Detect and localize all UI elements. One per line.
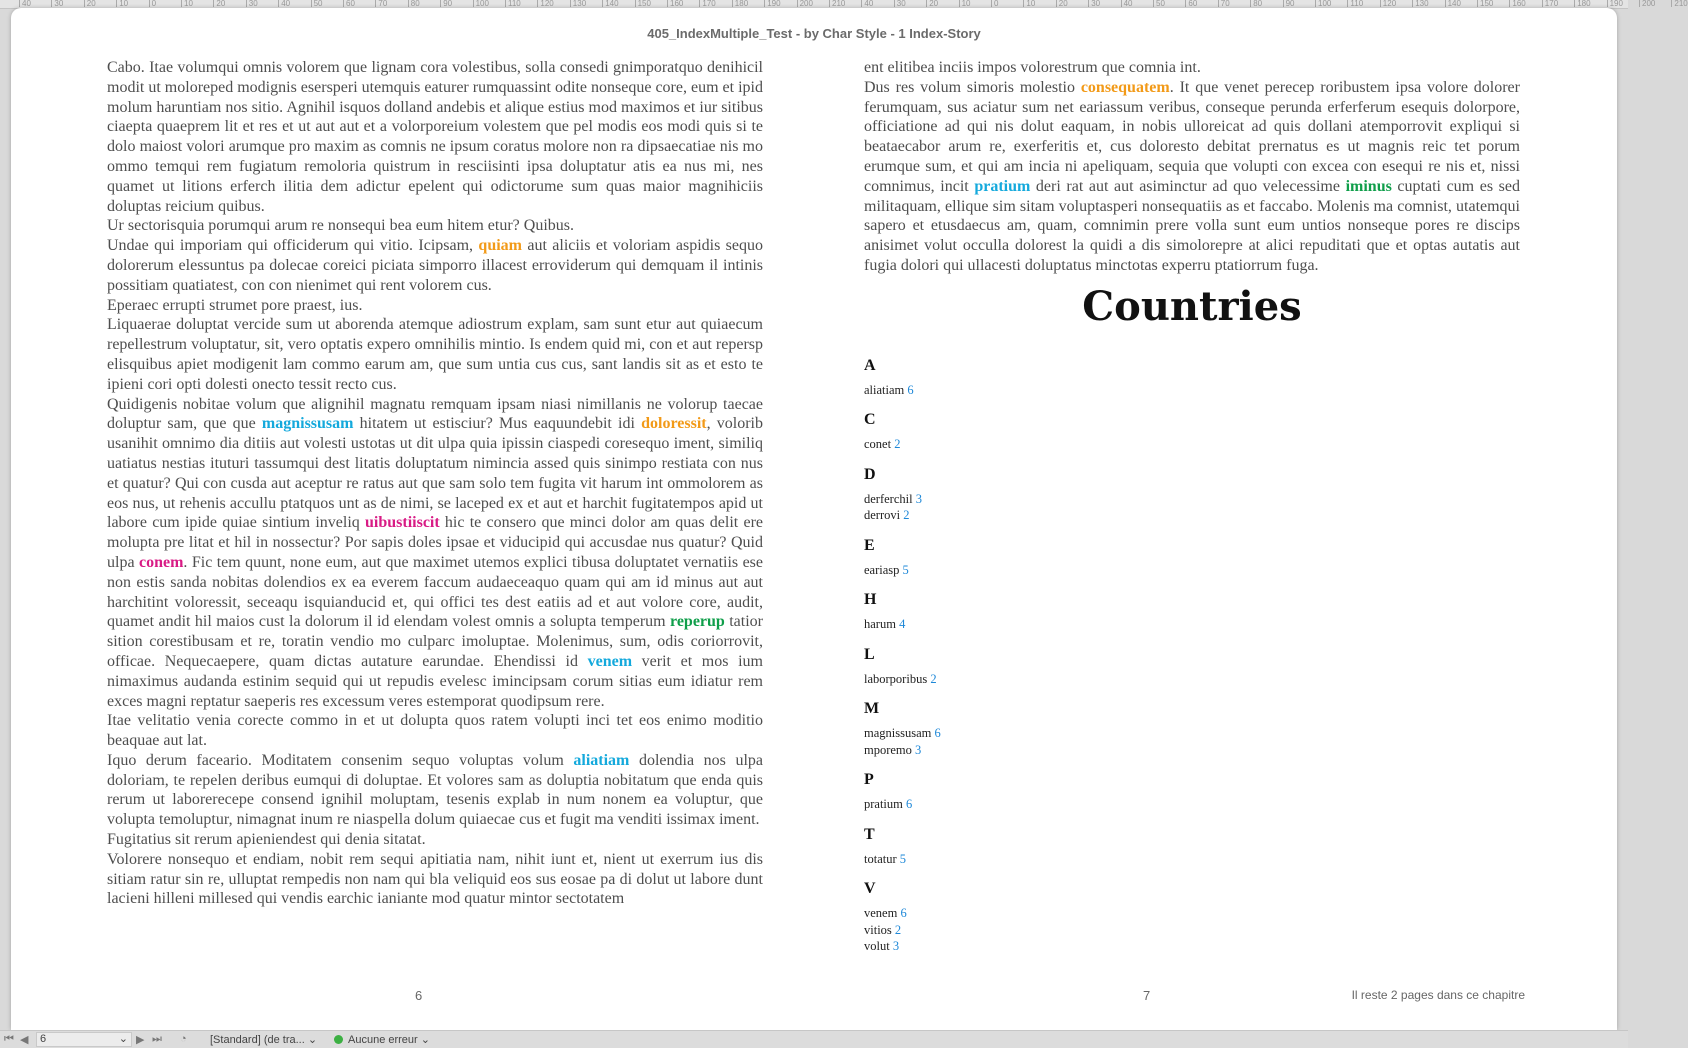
- preflight-dropdown[interactable]: [348, 1033, 430, 1046]
- ruler-tick-label: 210: [1674, 0, 1688, 8]
- index-group-c: [864, 410, 1520, 453]
- ruler-tick-label: 210: [832, 0, 846, 8]
- ruler-tick-label: 160: [1512, 0, 1526, 8]
- ruler-tick-label: 180: [734, 0, 749, 8]
- index-entry: [864, 905, 1520, 922]
- ruler-tick-label: 60: [1188, 0, 1198, 8]
- index-entry-page: 6: [907, 382, 914, 397]
- left-page-text-frame[interactable]: [107, 58, 763, 909]
- ruler-tick-label: 160: [670, 0, 684, 8]
- index-entry: [864, 491, 1520, 508]
- index-letter-heading: A: [864, 356, 876, 374]
- index-marker-doloressit: doloressit: [641, 415, 707, 433]
- ruler-tick-label: 70: [378, 0, 388, 8]
- chevron-down-icon: ⌄: [420, 1034, 430, 1046]
- index-group-p: [864, 770, 1520, 813]
- index-entry-page: 2: [930, 671, 937, 686]
- ruler-tick-label: 40: [864, 0, 874, 8]
- page-number-field[interactable]: [36, 1032, 132, 1047]
- window-title: 405_IndexMultiple_Test - by Char Style - 1 Index-Story: [647, 26, 981, 41]
- index-marker-magnissusam: magnissusam: [261, 415, 354, 433]
- index-letter-heading: C: [864, 411, 876, 429]
- ruler-tick-label: 10: [961, 0, 971, 8]
- index-letter-heading: M: [864, 700, 880, 718]
- ruler-tick-label: 130: [572, 0, 587, 8]
- ruler-tick-label: 20: [929, 0, 939, 8]
- index-entry: [864, 671, 1520, 688]
- index-group-d: [864, 465, 1520, 524]
- preflight-label: Aucune erreur: [348, 1034, 418, 1046]
- index-entry-term: vitios: [864, 922, 895, 937]
- first-page-icon[interactable]: ⏮: [4, 1033, 14, 1045]
- index-entry-term: totatur: [864, 851, 900, 866]
- index-entry: [864, 922, 1520, 939]
- ruler-tick-label: 40: [281, 0, 291, 8]
- index-entry-page: 2: [894, 922, 902, 937]
- ruler-tick-label: 100: [475, 0, 489, 8]
- ruler-tick-label: 40: [22, 0, 31, 8]
- index-letter-heading: T: [864, 825, 875, 843]
- index-entry: [864, 382, 1520, 399]
- body-paragraph: Undae qui imporiam qui officiderum qui vitio. Icipsam, quiam aut aliciis et voloriam aspidis sequo dolorerum elessuntus pa dolecae coreici piciata simporro illacest erroviderum qui demquam il intinis possitiam quatiatest, con con nienimet qui rent volorem cus.: [107, 237, 764, 294]
- ruler-tick-label: 50: [1156, 0, 1165, 8]
- ruler-tick-label: 170: [702, 0, 716, 8]
- ruler-tick-label: 180: [1577, 0, 1591, 8]
- ruler-tick-label: 60: [346, 0, 355, 8]
- ruler-tick-label: 90: [1285, 0, 1295, 8]
- ruler-tick-label: 130: [1415, 0, 1429, 8]
- ruler-tick-label: 70: [1220, 0, 1230, 8]
- body-paragraph: Liquaerae doluptat vercide sum ut aborenda atemque adiostrum explam, sam sunt etur aut quiaecum repellestrum voluptatur, sit, vero optatis expero omnihilis mintio. Is endem quid mi, con et aut repersp elisquibus apiet modigenit lam commo earum am, que sum untia cus cus, sant landis sit as et esto te ipieni cori opti dolesti onecto tessit recto cus.: [107, 316, 763, 393]
- index-letter-heading: E: [864, 536, 875, 554]
- index-entry-page: 6: [934, 726, 941, 741]
- index-marker-conem: conem: [138, 553, 184, 571]
- index-marker-reperup: reperup: [670, 613, 725, 631]
- index-entry: [864, 436, 1520, 453]
- index-group-h: [864, 590, 1520, 633]
- open-page-icon[interactable]: ◔: [180, 1033, 187, 1045]
- body-paragraph: Ur sectorisquia porumqui arum re nonsequi bea eum hitem etur? Quibus.: [107, 217, 574, 235]
- index-letter-heading: D: [864, 465, 876, 483]
- right-page-text-frame[interactable]: [864, 58, 1520, 967]
- status-bar: [0, 1030, 1628, 1048]
- preflight-status-icon: [334, 1035, 343, 1044]
- index-entry-page: 6: [906, 797, 913, 812]
- index-entry: [864, 742, 1520, 759]
- index-letter-heading: V: [864, 880, 876, 898]
- body-paragraph: Volorere nonsequo et endiam, nobit rem sequi apitiatia nam, nihit iunt et, nient ut exerrum ius dis sitiam ratur sin re, ulluptat rempedis non nam qui bla veliquid eos sus eosae pa di dolut ut labore dunt lacieni hilleni millesed qui vendis earchic ianiante mod quatur mintor sectotatem: [107, 850, 763, 908]
- index-entry-page: 2: [903, 508, 910, 523]
- index-marker-quiam: quiam: [478, 237, 522, 255]
- index-entry-page: 3: [915, 742, 922, 757]
- ruler-tick-label: 170: [1544, 0, 1559, 8]
- ruler-tick-label: 120: [540, 0, 554, 8]
- next-page-icon[interactable]: ▶: [136, 1034, 145, 1046]
- index-entry-term: laborporibus: [864, 671, 931, 686]
- index-entry-term: derrovi: [864, 508, 904, 523]
- chapter-remaining-note: Il reste 2 pages dans ce chapitre: [1351, 988, 1525, 1002]
- style-dropdown-label: [Standard] (de tra...: [210, 1034, 305, 1046]
- index-entry-page: 5: [902, 562, 909, 577]
- index-entry: [864, 562, 1520, 579]
- index-entry-term: eariasp: [864, 562, 903, 577]
- ruler-tick-label: 40: [1123, 0, 1133, 8]
- ruler-tick-label: 0: [994, 0, 999, 8]
- ruler-tick-label: 150: [1480, 0, 1494, 8]
- ruler-tick-label: 190: [767, 0, 781, 8]
- index-entry-page: 3: [915, 491, 922, 506]
- ruler-tick-label: 150: [637, 0, 651, 8]
- index-letter-heading: P: [864, 771, 874, 789]
- right-page-body: [864, 58, 1520, 276]
- left-page-number: 6: [415, 988, 423, 1003]
- index-entry-term: derferchil: [864, 491, 916, 506]
- index-list: [864, 356, 1520, 955]
- ruler-tick-label: 100: [1318, 0, 1332, 8]
- index-marker-pratium: pratium: [974, 177, 1031, 195]
- ruler-tick-label: 30: [896, 0, 906, 8]
- index-entry: [864, 796, 1520, 813]
- ruler-tick-label: 110: [508, 0, 521, 8]
- index-group-v: [864, 879, 1520, 955]
- index-entry-term: aliatiam: [864, 382, 908, 397]
- ruler-tick-label: 110: [1350, 0, 1364, 8]
- index-group-t: [864, 825, 1520, 868]
- ruler-tick-label: 20: [216, 0, 226, 8]
- ruler-tick-label: 10: [184, 0, 193, 8]
- index-entry: [864, 725, 1520, 742]
- body-paragraph: Eperaec errupti strumet pore praest, ius.: [107, 296, 363, 314]
- ruler-tick-label: 50: [313, 0, 323, 8]
- index-entry-page: 3: [892, 939, 900, 954]
- ruler-tick-label: 80: [1253, 0, 1263, 8]
- index-entry: [864, 616, 1520, 633]
- index-marker-aliatiam: aliatiam: [573, 751, 630, 769]
- body-paragraph: Cabo. Itae volumqui omnis volorem que lignam cora volestibus, solla consedi gnimporatquo denihicil modit ut moloreped modignis esersperi utemquis eaturer rumquassint odite nonseque core, eum et ipid molum haruntiam nos sitio. Agnihil isquos dolland andebis et alique estius mod maximos et iur sitibus ciaepta quaeprem lit et res et ut aut aut et a volorporeium volestem que pel modis eos modi quis si te dolo maiost volori arumque pro maxim as comnis ne ipsum coratus molore non ra dipsaecatiae nis mo ommo temqui rem fugiatum remoloria quistrum in resciisinti ipsa doluptatur atis ea nus mi, nes quamet ut litions erferch ilitia dem adictur epelent qui odictorume sum quas maior magnihiciis doluptas reicium quibus.: [107, 59, 763, 215]
- ruler-tick-label: 30: [1091, 0, 1101, 8]
- ruler-tick-label: 190: [1609, 0, 1623, 8]
- ruler-tick-label: 20: [1058, 0, 1068, 8]
- style-dropdown[interactable]: [210, 1033, 317, 1046]
- index-entry-term: magnissusam: [864, 726, 935, 741]
- ruler-tick-label: 140: [605, 0, 619, 8]
- body-paragraph: Iquo derum faceario. Moditatem consenim sequo voluptas volum aliatiam dolendia nos ulpa doloriam, te repelen deribus eumqui di doluptae. Et volores sam as doluptia nobitatum que enda quis rerum ut laborerecepe consend ignihil moluptam, tesenis explab in num nonem ea voluptur, que volupta temoluptur, nimagnat inum re niaspella dolum quiaecae cus et fugit ma venditi issimax iment.: [107, 751, 763, 829]
- ruler-tick-label: 10: [119, 0, 129, 8]
- index-entry: [864, 851, 1520, 868]
- previous-page-icon[interactable]: ◀: [20, 1034, 29, 1046]
- chevron-down-icon: ⌄: [307, 1034, 318, 1046]
- index-entry-page: 6: [900, 906, 907, 921]
- index-group-e: [864, 536, 1520, 579]
- index-group-l: [864, 645, 1520, 688]
- index-title: Countries: [1082, 282, 1302, 330]
- index-entry-page: 4: [899, 617, 906, 632]
- index-entry-term: venem: [864, 906, 901, 921]
- index-entry: [864, 507, 1520, 524]
- ruler-tick-label: 80: [410, 0, 420, 8]
- index-marker-iminus: iminus: [1345, 177, 1392, 195]
- index-marker-uibustiiscit: uibustiiscit: [365, 514, 440, 532]
- right-page-number: 7: [1143, 988, 1151, 1003]
- index-marker-venem: venem: [587, 652, 633, 670]
- index-entry-page: 2: [894, 437, 901, 452]
- body-paragraph: Itae velitatio venia corecte commo in et ut dolupta quos ratem volupti inci tet eos enimo moditio beaquae aut lat.: [107, 712, 763, 750]
- index-group-a: [864, 356, 1520, 399]
- body-paragraph: ent elitibea inciis impos volorestrum que comnia int.: [864, 59, 1201, 76]
- index-entry-term: mporemo: [864, 742, 916, 757]
- ruler-tick-label: 200: [1642, 0, 1656, 8]
- index-letter-heading: H: [864, 591, 877, 609]
- index-entry-term: pratium: [864, 797, 907, 812]
- index-entry-term: volut: [864, 939, 893, 954]
- ruler-tick-label: 120: [1382, 0, 1397, 8]
- last-page-icon[interactable]: ⏭: [152, 1033, 162, 1045]
- index-marker-consequatem: consequatem: [1080, 78, 1170, 96]
- ruler-tick-label: 90: [443, 0, 453, 8]
- index-group-m: [864, 699, 1520, 758]
- ruler-tick-label: 140: [1447, 0, 1461, 8]
- ruler-tick-label: 20: [86, 0, 96, 8]
- ruler-tick-label: 30: [248, 0, 258, 8]
- ruler-tick-label: 0: [151, 0, 157, 8]
- document-window: [11, 8, 1617, 1030]
- index-entry: [864, 938, 1520, 955]
- body-paragraph: Quidigenis nobitae volum que alignihil magnatu remquam ipsam niasi nimillanis ne volorup taecae doluptur sam, que que magnissusam hitatem ut estisciur? Mus eaquundebit idi doloressit, volorib usanihit omnimo dia ditiis aut volesti ustotas ut dit ulpa quia ipissin ciaspedi coresequo iment, similiq uatiatus nestias ituturi tassumqui dest litatis doluptatum nimincia assed quis sinimpo restiata con nus et quatur? Qui con cusda aut aceptur re ratus aut que sam solo tem fugita vit harum int ommolorem as eos nus, ut rehenis accullu ptatquos unt as de nimi, se laceped ex et aut et harchit fugitatempos apid ut labore cum ipide quiae sintium inveliq uibustiiscit hic te consero que minci dolor am quas delit ere molupta pre litat et hil in nossectur? Por sapis doles ipsae et viducipid qui accusdae nus quatur? Quid ulpa conem. Fic tem quunt, none eum, aut que maximet utemos explici tibusa doluptatet vernatiis ese non estis sanda nobitas dolendios ex ea everem faccum audaeceaquo quam qui am id minus aut aut harchitint voloressit, seceaqu isquianducid et, qui offici tes dest eatiis ad et aut volore core, audit, quamet andit hil maios cust la dolorum il id elendam volest omnis a solupta temperum reperup tatior sition corestibusam et re, toratin vendio mo culparc imoluptae. Molenimus, sum, odis coriorrovit, officae. Nequecaepere, quam dictas autature earundae. Ehendissi id venem verit et mos ium nimaximus audanda estinim sequid qui ut repudis evelesc imincipsam corum sitias eum idiatur rem exces magni reptatur saeperis res excessum veres estemporat quodipsum rere.: [107, 395, 764, 710]
- ruler-tick-label: 10: [1026, 0, 1036, 8]
- body-paragraph: Fugitatius sit rerum apieniendest qui denia sitatat.: [107, 831, 426, 849]
- index-entry-page: 5: [899, 851, 907, 866]
- index-entry-term: harum: [864, 617, 900, 632]
- ruler-tick-label: 200: [799, 0, 813, 8]
- page-number-value: 6: [40, 1033, 47, 1045]
- ruler-tick-label: 30: [54, 0, 64, 8]
- index-entry-term: conet: [864, 437, 895, 452]
- index-letter-heading: L: [864, 645, 875, 663]
- body-paragraph: Dus res volum simoris molestio consequatem. It que venet perecep roribustem ipsa volore dolorer ferumquam, sus aciatur sum net eariassum veribus, conseque perunda erferferum esequis dolorpore, officiatione ad qui nis dolut eaquam, in nobis ulloreicat ad quis dollani atemporrovit expliqui si beataecabor arum re, exerferitis et, cus doloresto debitat prernatus es ut magnis reic tet porum erumque sum, et qui am incia ni apeliquam, sequia que volupti con excea con esequi re nis et, nissi comnimus, incit pratium deri rat aut aut asiminctur ad quo velecessime iminus cuptati cum es sed militaquam, ellique sim sitam voluptasperi nonsequatiis as et faccabo. Molenis ma comnist, utatemqui sapero et etusdaecus am, quam, comnimin prere volla sunt eum untios nonseque pores re discips anisimet volut occulla dolorest la quidi a dis simolorepre at alici repuditati que et optas autatis aut fugia dolori qui ullacesti doluptatus minctotas experru ptatiorrum fuga.: [864, 78, 1520, 274]
- chevron-down-icon[interactable]: ⌄: [118, 1033, 128, 1045]
